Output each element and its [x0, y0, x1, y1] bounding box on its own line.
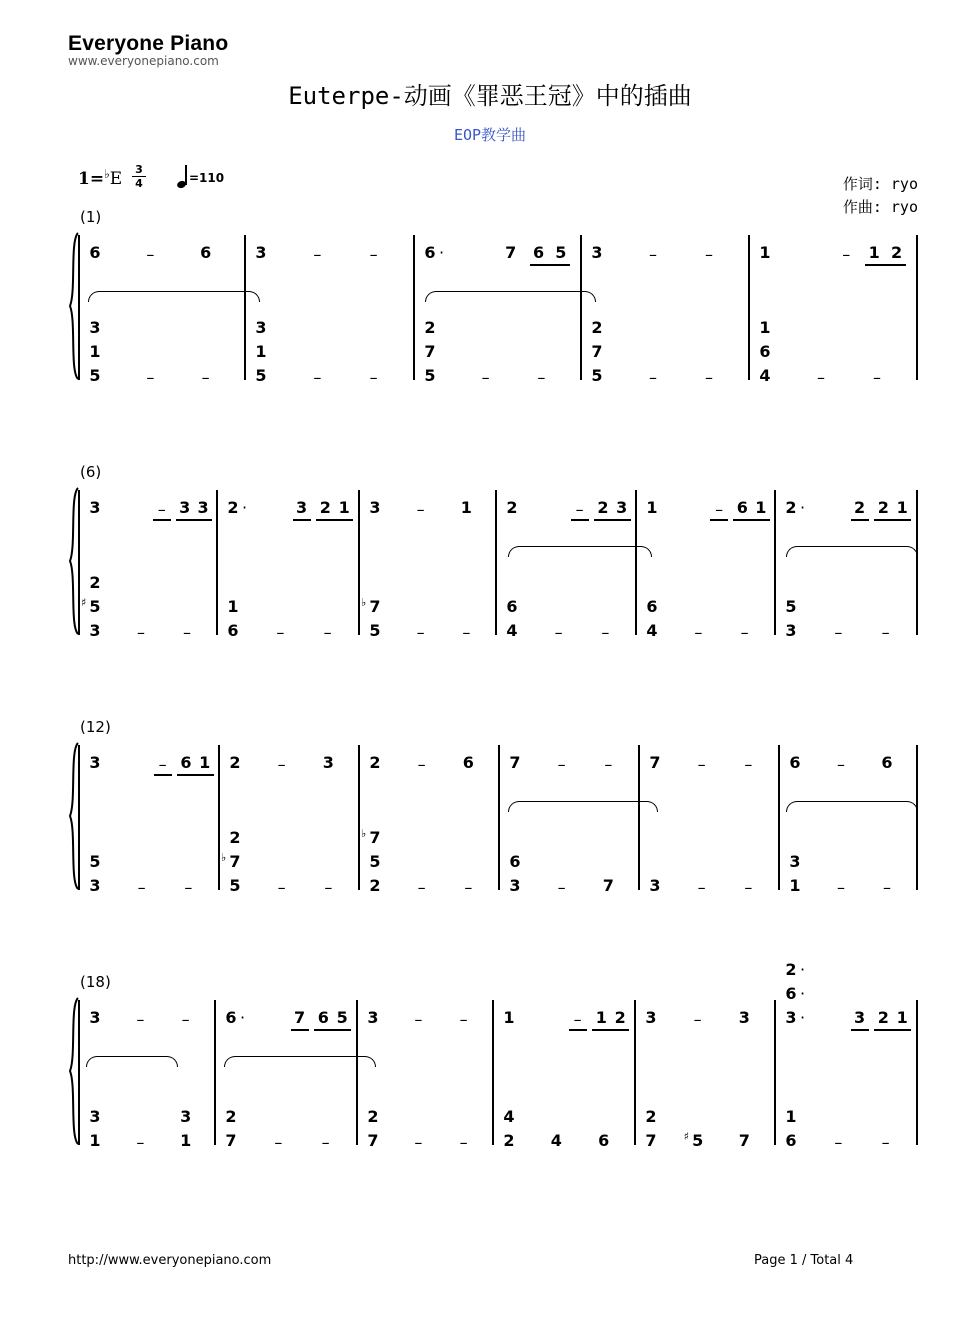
- sustain-dash: –: [881, 623, 890, 642]
- sustain-dash: –: [277, 878, 286, 897]
- barline: [358, 745, 360, 890]
- melody-note: 6: [532, 243, 545, 262]
- bass-note: 7: [602, 876, 614, 895]
- bass-note: 6: [509, 852, 521, 871]
- melody-note: 3: [197, 498, 209, 517]
- sustain-dash: –: [694, 623, 703, 642]
- bass-note: 4: [503, 1107, 515, 1126]
- melody-note: 2: [854, 498, 866, 517]
- accidental: ♭: [221, 851, 227, 864]
- composer: 作曲: ryo: [842, 198, 918, 216]
- measure-number: (1): [80, 208, 102, 226]
- bass-note: 7 ♭: [361, 596, 381, 616]
- melody-note: 2: [369, 753, 381, 772]
- melody-note: 2: [597, 498, 609, 517]
- melody-note: 7: [505, 243, 517, 262]
- staff-system: [68, 715, 920, 895]
- melody-note: 6 ·: [424, 243, 445, 262]
- bass-note: 3: [180, 1107, 192, 1126]
- sustain-dash: –: [740, 623, 749, 642]
- bass-note: 2: [591, 318, 603, 337]
- barline: [492, 1000, 494, 1145]
- melody-note: 1: [503, 1008, 515, 1027]
- melody-note: 6: [462, 753, 474, 772]
- barline: [916, 745, 918, 890]
- melody-note: 7: [294, 1008, 306, 1027]
- melody-note: 1: [868, 243, 880, 262]
- bass-note: 6: [227, 621, 239, 640]
- staff-system: [68, 205, 920, 385]
- barline: [214, 1000, 216, 1145]
- barline: [634, 1000, 636, 1145]
- sustain-dash: –: [834, 623, 843, 642]
- beam-underline: [851, 1029, 869, 1031]
- sustain-dash: –: [744, 878, 753, 897]
- melody-note: 2 ·: [785, 960, 806, 979]
- augmentation-dot: ·: [800, 984, 806, 1003]
- sustain-dash: –: [575, 500, 584, 519]
- bass-note: 5: [785, 597, 797, 616]
- beam-underline: [874, 519, 911, 521]
- barline: [748, 235, 750, 380]
- melody-note: 3: [591, 243, 603, 262]
- sustain-dash: –: [274, 1133, 283, 1152]
- melody-note: 1: [759, 243, 771, 262]
- sustain-dash: –: [416, 500, 425, 519]
- sustain-dash: –: [417, 878, 426, 897]
- melody-note: 2 ·: [227, 498, 248, 517]
- tie-arc: [508, 801, 658, 812]
- melody-note: 6: [180, 753, 192, 772]
- bass-note: 7: [424, 342, 436, 361]
- barline: [78, 235, 80, 380]
- barline: [358, 490, 360, 635]
- barline: [916, 490, 918, 635]
- barline: [78, 745, 80, 890]
- bass-note: 5: [255, 366, 267, 385]
- melody-note: 1: [646, 498, 658, 517]
- bass-note: 7: [645, 1131, 657, 1150]
- sustain-dash: –: [416, 623, 425, 642]
- barline: [495, 490, 497, 635]
- beam-underline: [592, 1029, 629, 1031]
- bass-note: 5: [424, 366, 436, 385]
- sustain-dash: –: [146, 245, 155, 264]
- bass-note: 4: [506, 621, 518, 640]
- sustain-dash: –: [557, 878, 566, 897]
- bass-note: 7: [738, 1131, 750, 1150]
- sustain-dash: –: [649, 245, 657, 264]
- bass-note: 6: [598, 1131, 610, 1150]
- bass-note: 3: [785, 621, 797, 640]
- sustain-dash: –: [313, 368, 322, 387]
- beam-underline: [530, 264, 570, 266]
- barline: [244, 235, 246, 380]
- tie-arc: [88, 291, 260, 302]
- sustain-dash: –: [715, 500, 724, 519]
- melody-note: 1: [199, 753, 211, 772]
- barline: [778, 745, 780, 890]
- staff-system: [68, 460, 920, 640]
- barline: [356, 1000, 358, 1145]
- melody-note: 3: [296, 498, 308, 517]
- bass-note: 2: [645, 1107, 657, 1126]
- sustain-dash: –: [834, 1133, 843, 1152]
- sustain-dash: –: [136, 1010, 145, 1029]
- sustain-dash: –: [369, 245, 378, 264]
- bass-note: 5: [369, 621, 381, 640]
- barline: [638, 745, 640, 890]
- footer-url[interactable]: http://www.everyonepiano.com: [68, 1253, 272, 1268]
- melody-note: 6: [789, 753, 801, 772]
- sustain-dash: –: [277, 755, 286, 774]
- beam-underline: [733, 519, 770, 521]
- sustain-dash: –: [313, 245, 322, 264]
- bass-note: 1: [227, 597, 239, 616]
- beam-underline: [710, 519, 728, 521]
- sustain-dash: –: [183, 623, 191, 642]
- brand-name: Everyone Piano: [68, 32, 229, 55]
- sustain-dash: –: [136, 1133, 145, 1152]
- melody-note: 3: [89, 498, 101, 517]
- melody-note: 2: [891, 243, 903, 262]
- barline: [216, 490, 218, 635]
- melody-note: 2: [877, 498, 889, 517]
- accidental: ♯: [683, 1130, 689, 1143]
- measure-number: (12): [80, 718, 111, 736]
- bass-note: 6: [759, 342, 771, 361]
- melody-note: 1: [896, 498, 908, 517]
- melody-note: 3: [255, 243, 267, 262]
- beam-underline: [177, 774, 214, 776]
- bass-note: 3: [255, 318, 267, 337]
- barline: [78, 1000, 80, 1145]
- sustain-dash: –: [464, 878, 473, 897]
- bass-note: 1: [759, 318, 771, 337]
- bass-note: 4: [550, 1131, 562, 1150]
- sustain-dash: –: [462, 623, 471, 642]
- beam-underline: [314, 1029, 351, 1031]
- bass-note: 2: [89, 573, 101, 592]
- sustain-dash: –: [837, 878, 845, 897]
- sustain-dash: –: [537, 368, 546, 387]
- bass-note: 6: [785, 1131, 797, 1150]
- measure-number: (18): [80, 973, 111, 991]
- sustain-dash: –: [649, 368, 657, 387]
- accidental: ♭: [361, 827, 367, 840]
- sustain-dash: –: [744, 755, 753, 774]
- melody-note: 3: [367, 1008, 379, 1027]
- sustain-dash: –: [842, 245, 851, 264]
- sustain-dash: –: [601, 623, 610, 642]
- sustain-dash: –: [321, 1133, 330, 1152]
- tie-arc: [786, 801, 918, 812]
- melody-note: 6: [881, 753, 893, 772]
- melody-note: 2: [614, 1008, 626, 1027]
- melody-note: 1: [595, 1008, 607, 1027]
- melody-note: 3: [322, 753, 334, 772]
- time-signature: 3 4: [132, 164, 146, 189]
- sustain-dash: –: [573, 1010, 582, 1029]
- sustain-dash: –: [817, 368, 825, 387]
- bass-note: 3: [89, 621, 101, 640]
- bass-note: 1: [89, 342, 101, 361]
- tie-arc: [786, 546, 918, 557]
- sustain-dash: –: [459, 1133, 468, 1152]
- sustain-dash: –: [137, 878, 146, 897]
- sustain-dash: –: [873, 368, 881, 387]
- melody-note: 1: [896, 1008, 908, 1027]
- augmentation-dot: ·: [242, 498, 248, 517]
- sustain-dash: –: [881, 1133, 890, 1152]
- tempo-marking: =110: [177, 164, 224, 188]
- beam-underline: [176, 519, 212, 521]
- bass-note: 2: [229, 828, 241, 847]
- melody-note: 2: [877, 1008, 889, 1027]
- sustain-dash: –: [414, 1010, 423, 1029]
- beam-underline: [154, 774, 172, 776]
- beam-underline: [293, 519, 311, 521]
- score-subtitle: EOP教学曲: [453, 126, 527, 144]
- bass-note: 1: [255, 342, 267, 361]
- page-indicator: Page 1 / Total 4: [754, 1253, 854, 1268]
- augmentation-dot: ·: [800, 498, 806, 517]
- sustain-dash: –: [604, 755, 613, 774]
- sustain-dash: –: [693, 1010, 702, 1029]
- beam-underline: [594, 519, 631, 521]
- staff-system: [68, 960, 920, 1152]
- melody-note: 3: [179, 498, 191, 517]
- augmentation-dot: ·: [800, 1008, 806, 1027]
- melody-note: 6: [89, 243, 101, 262]
- sustain-dash: –: [181, 1010, 190, 1029]
- melody-note: 2: [319, 498, 331, 517]
- melody-note: 5: [336, 1008, 348, 1027]
- barline: [413, 235, 415, 380]
- bass-note: 4: [646, 621, 658, 640]
- bass-note: 5: [369, 852, 381, 871]
- sustain-dash: –: [414, 1133, 423, 1152]
- melody-note: 6: [317, 1008, 329, 1027]
- augmentation-dot: ·: [439, 243, 445, 262]
- melody-note: 6 ·: [225, 1008, 246, 1027]
- melody-note: 6: [200, 243, 212, 262]
- beam-underline: [153, 519, 171, 521]
- bass-note: 1: [789, 876, 801, 895]
- barline: [498, 745, 500, 890]
- sustain-dash: –: [324, 878, 333, 897]
- bass-note: 1: [785, 1107, 797, 1126]
- bass-note: 3: [789, 852, 801, 871]
- bass-note: 5: [89, 852, 101, 871]
- bass-note: 2: [367, 1107, 379, 1126]
- melody-note: 1: [460, 498, 472, 517]
- melody-note: 7: [509, 753, 521, 772]
- barline: [635, 490, 637, 635]
- bass-note: 6: [506, 597, 518, 616]
- barline: [774, 1000, 776, 1145]
- sustain-dash: –: [184, 878, 193, 897]
- sustain-dash: –: [276, 623, 285, 642]
- brand-logo: [68, 32, 228, 68]
- melody-note: 5: [555, 243, 567, 262]
- sustain-dash: –: [705, 368, 713, 387]
- beam-underline: [571, 519, 589, 521]
- bass-note: 5: [591, 366, 603, 385]
- bass-note: 2: [503, 1131, 515, 1150]
- melody-note: 1: [755, 498, 767, 517]
- tie-arc: [86, 1056, 178, 1067]
- melody-note: 3: [89, 753, 101, 772]
- beam-underline: [569, 1029, 587, 1031]
- bass-note: 7 ♭: [221, 851, 241, 871]
- tie-arc: [508, 546, 652, 557]
- bass-note: 7: [225, 1131, 237, 1150]
- sustain-dash: –: [837, 755, 845, 774]
- beam-underline: [291, 1029, 309, 1031]
- tie-arc: [425, 291, 596, 302]
- melody-note: 3: [854, 1008, 866, 1027]
- bass-note: 3: [89, 876, 101, 895]
- melody-note: 2: [506, 498, 518, 517]
- melody-note: 6 ·: [785, 984, 806, 1003]
- sustain-dash: –: [158, 755, 167, 774]
- bass-note: 2: [225, 1107, 237, 1126]
- bass-note: 5 ♯: [683, 1130, 704, 1150]
- augmentation-dot: ·: [240, 1008, 246, 1027]
- measure-number: (6): [80, 463, 102, 481]
- melody-note: 3 ·: [785, 1008, 806, 1027]
- sustain-dash: –: [481, 368, 490, 387]
- bass-note: 3: [89, 1107, 101, 1126]
- sustain-dash: –: [369, 368, 378, 387]
- lyricist: 作词: ryo: [842, 175, 918, 193]
- barline: [916, 1000, 918, 1145]
- bass-note: 3: [509, 876, 521, 895]
- bass-note: 5 ♯: [81, 596, 101, 616]
- bass-note: 2: [369, 876, 381, 895]
- sustain-dash: –: [459, 1010, 468, 1029]
- barline: [916, 235, 918, 380]
- sustain-dash: –: [157, 500, 166, 519]
- bass-note: 7: [367, 1131, 379, 1150]
- bass-note: 5: [89, 366, 101, 385]
- sustain-dash: –: [557, 755, 566, 774]
- key-signature: 1=♭E: [78, 167, 123, 189]
- melody-note: 1: [338, 498, 350, 517]
- bass-note: 6: [646, 597, 658, 616]
- melody-note: 7: [649, 753, 661, 772]
- sustain-dash: –: [146, 368, 155, 387]
- melody-note: 3: [738, 1008, 750, 1027]
- bass-note: 2: [424, 318, 436, 337]
- sustain-dash: –: [137, 623, 145, 642]
- quarter-note-icon: [177, 164, 189, 188]
- bass-note: 4: [759, 366, 771, 385]
- sustain-dash: –: [554, 623, 563, 642]
- melody-note: 3: [645, 1008, 657, 1027]
- beam-underline: [316, 519, 353, 521]
- bass-note: 3: [89, 318, 101, 337]
- accidental: ♯: [81, 596, 87, 609]
- melody-note: 2: [229, 753, 241, 772]
- accidental: ♭: [361, 596, 367, 609]
- bass-note: 7 ♭: [361, 827, 381, 847]
- beam-underline: [851, 519, 869, 521]
- tie-arc: [224, 1056, 376, 1067]
- barline: [774, 490, 776, 635]
- melody-note: 2 ·: [785, 498, 806, 517]
- sustain-dash: –: [417, 755, 426, 774]
- sustain-dash: –: [697, 755, 706, 774]
- bass-note: 3: [649, 876, 661, 895]
- sustain-dash: –: [323, 623, 332, 642]
- bass-note: 1: [180, 1131, 192, 1150]
- melody-note: 3: [616, 498, 628, 517]
- barline: [78, 490, 80, 635]
- sustain-dash: –: [883, 878, 891, 897]
- sustain-dash: –: [705, 245, 713, 264]
- bass-note: 5: [229, 876, 241, 895]
- barline: [218, 745, 220, 890]
- bass-note: 7: [591, 342, 603, 361]
- melody-note: 6: [736, 498, 748, 517]
- bass-note: 1: [89, 1131, 101, 1150]
- augmentation-dot: ·: [800, 960, 806, 979]
- brand-url[interactable]: www.everyonepiano.com: [68, 54, 219, 68]
- melody-note: 3: [369, 498, 381, 517]
- sustain-dash: –: [697, 878, 706, 897]
- beam-underline: [874, 1029, 911, 1031]
- score-title: Euterpe-动画《罪恶王冠》中的插曲: [288, 82, 692, 110]
- beam-underline: [865, 264, 905, 266]
- sustain-dash: –: [201, 368, 210, 387]
- melody-note: 3: [89, 1008, 101, 1027]
- barline: [580, 235, 582, 380]
